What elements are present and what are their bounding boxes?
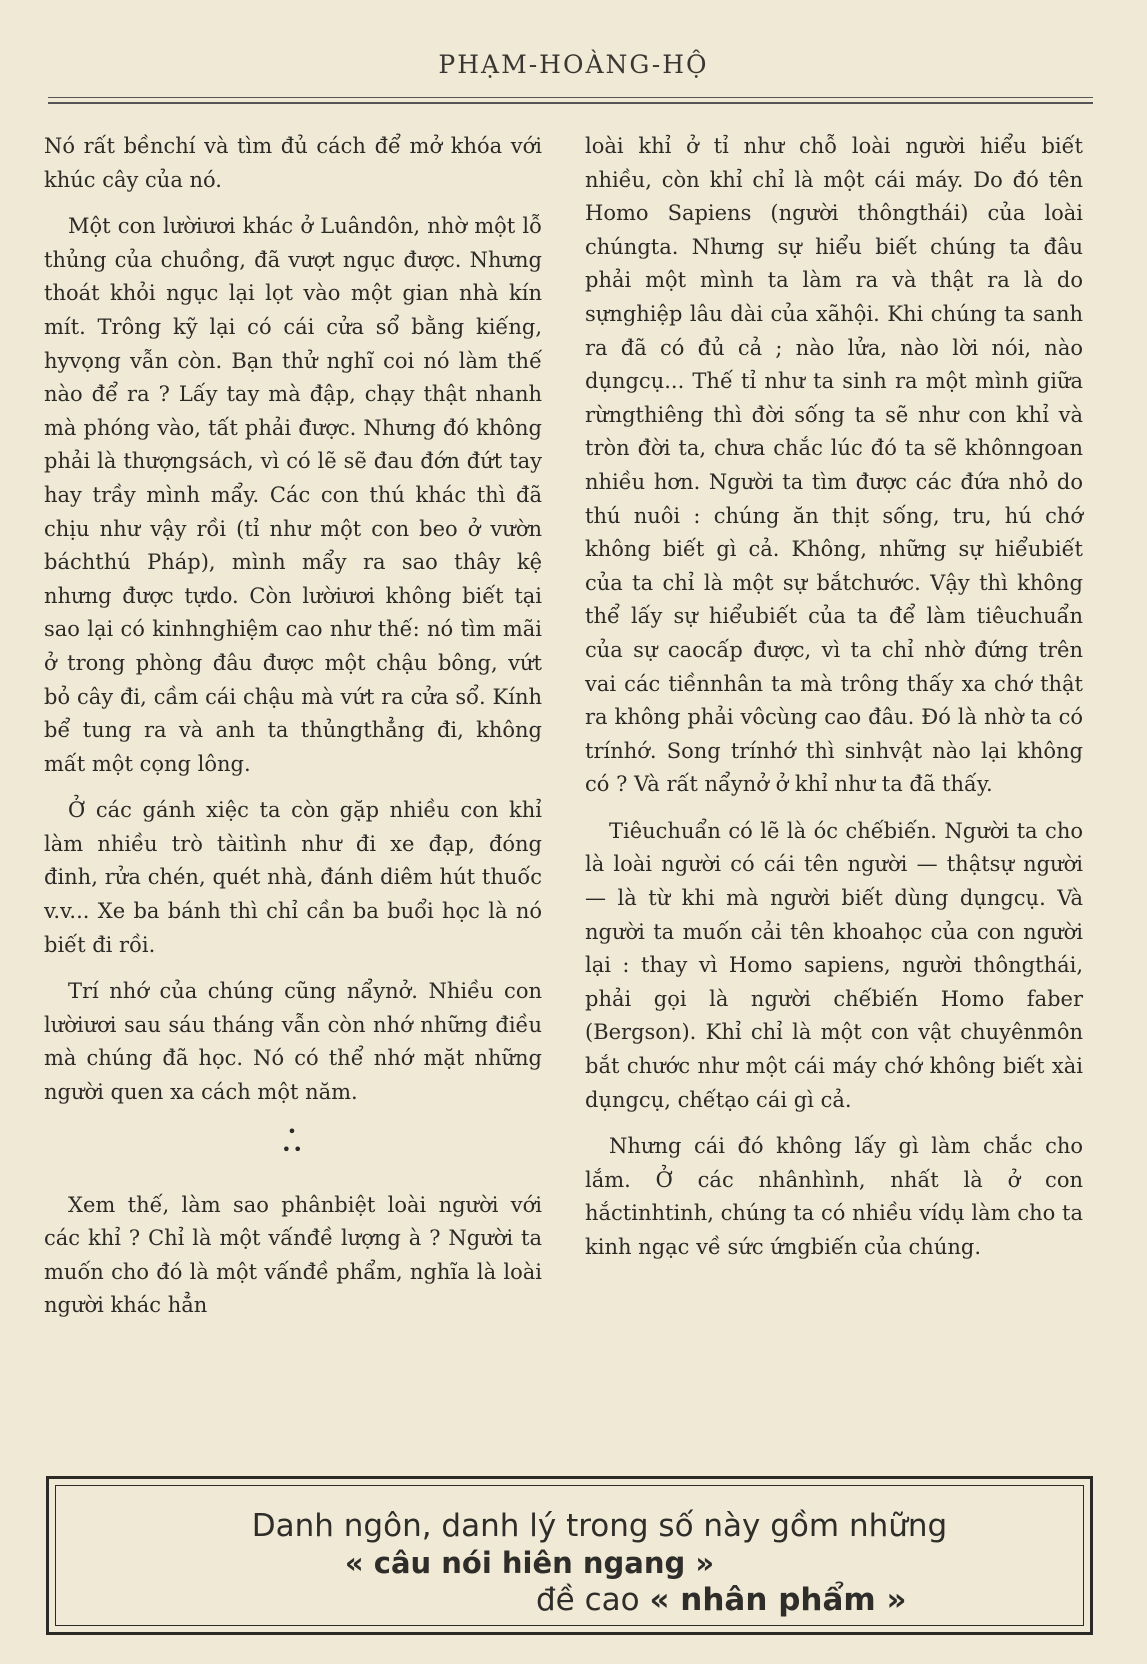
footer-line-3 xyxy=(536,1582,907,1618)
footer-quote-box-inner xyxy=(55,1485,1084,1626)
left-paragraph-4: Trí nhớ của chúng cũng nẩynở. Nhiều con lườiươi sau sáu tháng vẫn còn nhớ những điều mà chúng đã học. Nó có thể nhớ mặt những người quen xa cách một năm. xyxy=(44,979,542,1105)
left-paragraph-3: Ở các gánh xiệc ta còn gặp nhiều con khỉ làm nhiều trò tàitình như đi xe đạp, đóng đinh, rửa chén, quét nhà, đánh diêm hút thuốc v.v... Xe ba bánh thì chỉ cần ba buổi học là nó biết đi rồi. xyxy=(44,798,542,957)
right-column xyxy=(585,130,1083,1278)
right-paragraph-3: Nhưng cái đó không lấy gì làm chắc cho lắm. Ở các nhânhình, nhất là ở con hắctinhtinh, chúng ta có nhiều vídụ làm cho ta kinh ngạc về sức ứngbiến của chúng. xyxy=(585,1134,1083,1259)
left-column xyxy=(44,130,542,1336)
left-paragraph-2: Một con lườiươi khác ở Luândôn, nhờ một lỗ thủng của chuồng, đã vượt ngục được. Nhưng thoát khỏi ngục lại lọt vào một gian nhà kín mít. Trông kỹ lại có cái cửa sổ bằng kiếng, hyvọng vẫn còn. Bạn thử nghĩ coi nó làm thế nào để ra ? Lấy tay mà đập, chạy thật nhanh mà phóng vào, tất phải được. Nhưng đó không phải là thượngsách, vì có lẽ sẽ đau đớn đứt tay hay trầy mình mẩy. Các con thú khác thì đã chịu như vậy rồi (tỉ như một con beo ở vườn báchthú Pháp), mình mẩy ra sao thây kệ nhưng được tựdo. Còn lườiươi không biết tại sao lại có kinhnghiệm cao như thế: nó tìm mãi ở trong phòng đâu được một chậu bông, vứt bỏ cây đi, cầm cái chậu mà vứt ra cửa sổ. Kính bể tung ra và anh ta thủngthẳng đi, không mất một cọng lông. xyxy=(44,214,542,776)
left-paragraph-1: Nó rất bềnchí và tìm đủ cách để mở khóa với khúc cây của nó. xyxy=(44,134,542,192)
header-rule xyxy=(48,97,1093,104)
footer-quote-box xyxy=(46,1476,1093,1635)
right-paragraph-1: loài khỉ ở tỉ như chỗ loài người hiểu biết nhiều, còn khỉ chỉ là một cái máy. Do đó tên Homo Sapiens (người thôngthái) của loài chúngta. Nhưng sự hiểu biết chúng ta đâu phải một mình ta làm ra và thật ra là do sựnghiệp lâu dài của xãhội. Khi chúng ta sanh ra đã có đủ cả ; nào lửa, nào lời nói, nào dụngcụ... Thế tỉ như ta sinh ra một mình giữa rừngthiêng thì đời sống ta sẽ như con khỉ và tròn đời ta, chưa chắc lúc đó ta sẽ khônngoan nhiều hơn. Người ta tìm được các đứa nhỏ do thú nuôi : chúng ăn thịt sống, tru, hú chớ không biết gì cả. Không, những sự hiểubiết của ta chỉ là một sự bắtchước. Vậy thì không thể lấy sự hiểubiết của ta để làm tiêuchuẩn của sự caocấp được, vì ta chỉ nhờ đứng trên vai các tiềnnhân ta mà trông thấy xa chớ thật ra không phải vôcùng cao đâu. Đó là nhờ ta có trínhớ. Song trínhớ thì sinhvật nào lại không có ? Và rất nẩynở ở khỉ như ta đã thấy. xyxy=(585,134,1083,797)
section-ornament: • •• xyxy=(281,1121,305,1159)
footer-line-2: « câu nói hiên ngang » xyxy=(344,1546,715,1580)
left-paragraph-5: Xem thế, làm sao phânbiệt loài người với các khỉ ? Chỉ là một vấnđề lượng à ? Người ta muốn cho đó là một vấnđề phẩm, nghĩa là loài người khác hẳn xyxy=(44,1192,542,1318)
right-paragraph-2: Tiêuchuẩn có lẽ là óc chếbiến. Người ta cho là loài người có cái tên người — thậtsự người — là từ khi mà người biết dùng dụngcụ. Và người ta muốn cải tên khoahọc của con người lại : thay vì Homo sapiens, người thôngthái, phải gọi là người chếbiến Homo faber (Bergson). Khỉ chỉ là một con vật chuyênmôn bắt chước như một cái máy chớ không biết xài dụngcụ, chếtạo cái gì cả. xyxy=(585,818,1083,1112)
footer-line-1: Danh ngôn, danh lý trong số này gồm những xyxy=(251,1508,948,1544)
footer-line-3-emphasis: « nhân phẩm » xyxy=(649,1582,907,1618)
running-header: PHẠM-HOÀNG-HỘ xyxy=(438,50,709,79)
footer-line-3-prefix: đề cao xyxy=(536,1582,650,1618)
